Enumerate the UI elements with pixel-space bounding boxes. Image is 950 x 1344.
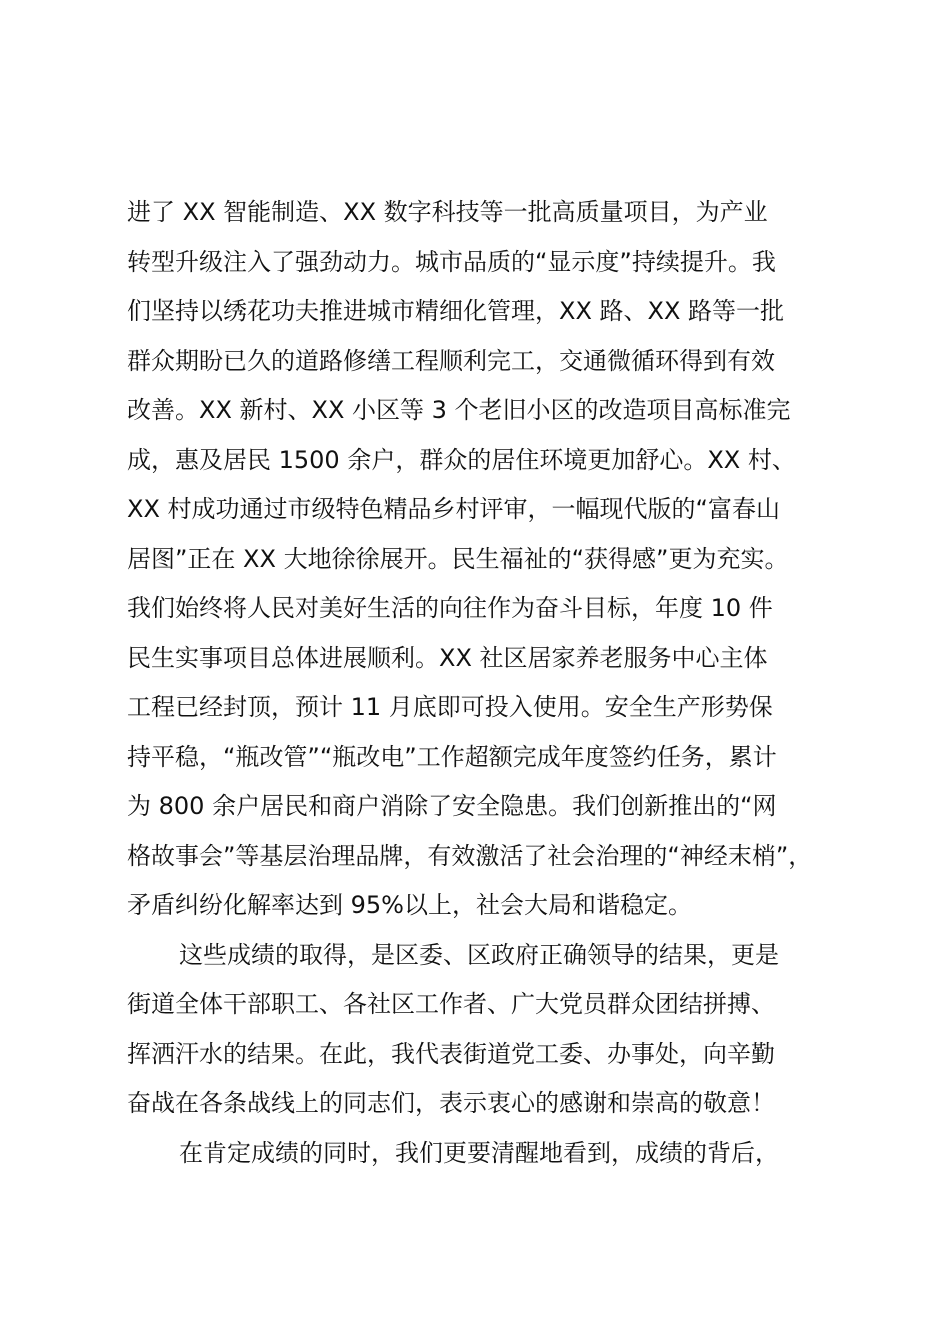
text-line: 居图”正在 XX 大地徐徐展开。民生福祉的“获得感”更为充实。 — [127, 544, 789, 573]
text-line: 矛盾纠纷化解率达到 95%以上，社会大局和谐稳定。 — [127, 891, 692, 919]
text-line: 民生实事项目总体进展顺利。XX 社区居家养老服务中心主体 — [127, 643, 768, 672]
text-line: 格故事会”等基层治理品牌，有效激活了社会治理的“神经末梢”， — [127, 841, 813, 870]
document-body — [127, 188, 827, 1178]
text-line-first: 在肯定成绩的同时，我们更要清醒地看到，成绩的背后， — [179, 1138, 779, 1167]
text-line: 转型升级注入了强劲动力。城市品质的“显示度”持续提升。我 — [127, 247, 776, 276]
paragraph-thanks — [127, 931, 827, 1129]
text-line: 为 800 余户居民和商户消除了安全隐患。我们创新推出的“网 — [127, 792, 777, 820]
text-line: 持平稳，“瓶改管”“瓶改电”工作超额完成年度签约任务，累计 — [127, 742, 777, 771]
paragraph-reflection — [127, 1129, 827, 1179]
text-line: 工程已经封顶，预计 11 月底即可投入使用。安全生产形势保 — [127, 693, 773, 721]
paragraph-achievements — [127, 188, 827, 931]
text-line: 进了 XX 智能制造、XX 数字科技等一批高质量项目，为产业 — [127, 198, 768, 226]
text-line: 成，惠及居民 1500 余户，群众的居住环境更加舒心。XX 村、 — [127, 445, 796, 474]
text-line: 群众期盼已久的道路修缮工程顺利完工，交通微循环得到有效 — [127, 346, 775, 375]
text-line: 奋战在各条战线上的同志们，表示衷心的感谢和崇高的敬意！ — [127, 1089, 775, 1117]
text-line: 挥洒汗水的结果。在此，我代表街道党工委、办事处，向辛勤 — [127, 1039, 775, 1068]
text-line: 们坚持以绣花功夫推进城市精细化管理，XX 路、XX 路等一批 — [127, 297, 785, 325]
text-line: 改善。XX 新村、XX 小区等 3 个老旧小区的改造项目高标准完 — [127, 396, 791, 424]
text-line: XX 村成功通过市级特色精品乡村评审，一幅现代版的“富春山 — [127, 495, 780, 523]
text-line-first: 这些成绩的取得，是区委、区政府正确领导的结果，更是 — [179, 940, 779, 969]
text-line: 街道全体干部职工、各社区工作者、广大党员群众团结拼搏、 — [127, 990, 775, 1018]
text-line: 我们始终将人民对美好生活的向往作为奋斗目标，年度 10 件 — [127, 594, 773, 622]
